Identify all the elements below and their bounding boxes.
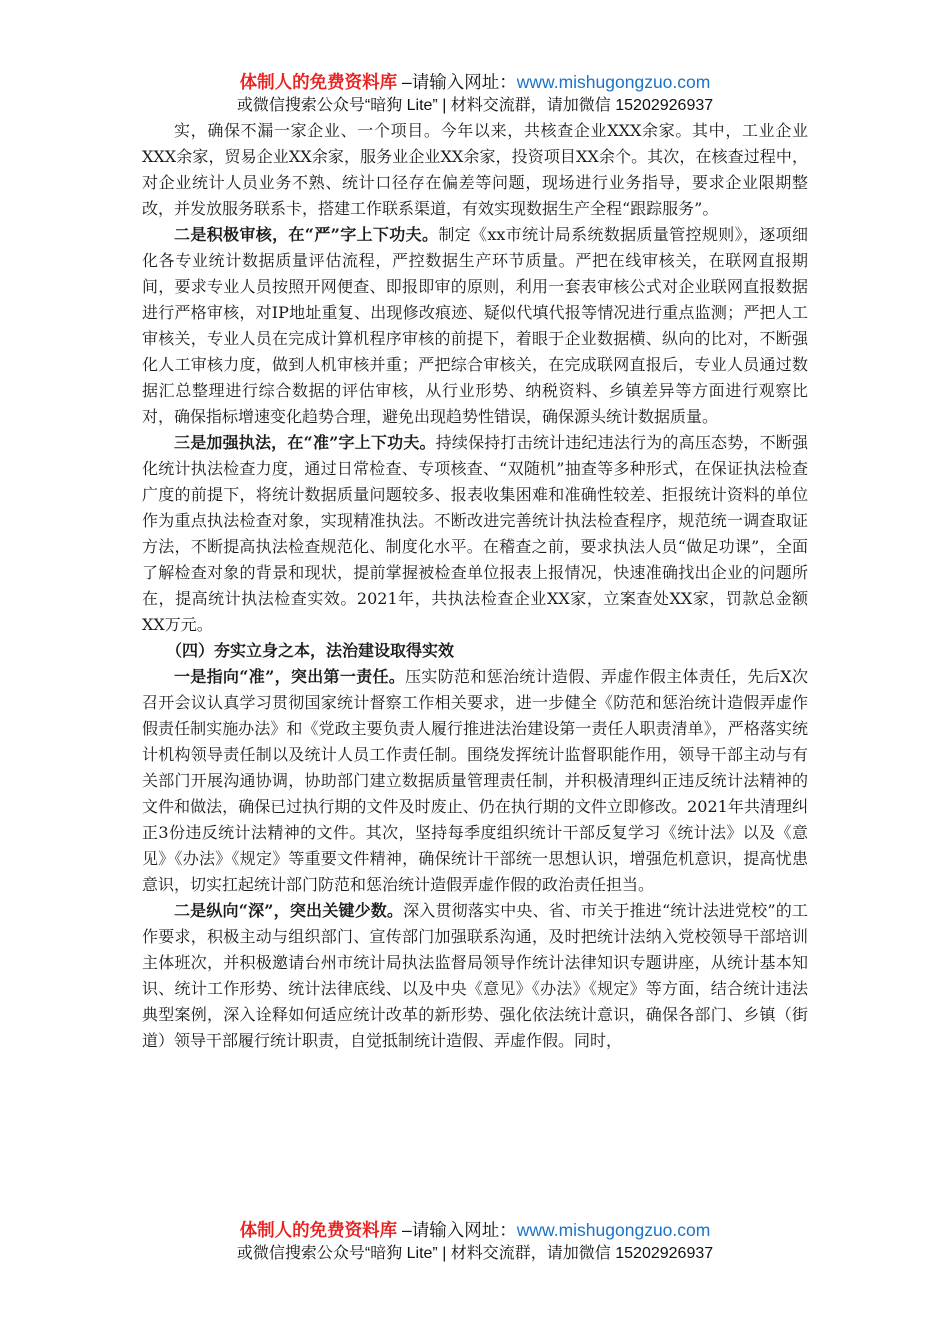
- banner-url-link[interactable]: www.mishugongzuo.com: [516, 72, 711, 92]
- paragraph-text: 制定《xx市统计局系统数据质量管控规则》，逐项细化各专业统计数据质量评估流程，严控数据生产环节质量。严把在线审核关，在联网直报期间，要求专业人员按照开网便查、即报即审的原则，利用一套表审核公式对企业联网直报数据进行严格审核，对IP地址重复、出现修改痕迹、疑似代填代报等情况进行重点监测；严把人工审核关，专业人员在完成计算机程序审核的前提下，着眼于企业数据横、纵向的比对，不断强化人工审核力度，做到人机审核并重；严把综合审核关，在完成联网直报后，专业人员通过数据汇总整理进行综合数据的评估审核，从行业形势、纳税资料、乡镇差异等方面进行观察比对，确保指标增速变化趋势合理，避免出现趋势性错误，确保源头统计数据质量。: [142, 225, 808, 426]
- paragraph: [142, 430, 808, 638]
- paragraph: [142, 664, 808, 898]
- paragraph-text: 深入贯彻落实中央、省、市关于推进“统计法进党校”的工作要求，积极主动与组织部门、宣传部门加强联系沟通，及时把统计法纳入党校领导干部培训主体班次，并积极邀请台州市统计局执法监督局领导作统计法律知识专题讲座，从统计基本知识、统计工作形势、统计法律底线、以及中央《意见》《办法》《规定》等方面，结合统计违法典型案例，深入诠释如何适应统计改革的新形势、强化依法统计意识，确保各部门、乡镇（街道）领导干部履行统计职责，自觉抵制统计造假、弄虚作假。同时，: [142, 901, 808, 1050]
- banner-dash: –: [397, 1220, 412, 1240]
- section-heading: （四）夯实立身之本，法治建设取得实效: [166, 641, 455, 660]
- paragraph-lead: 一是指向“准”，突出第一责任。: [174, 667, 406, 686]
- document-body: [142, 118, 808, 1054]
- banner-line-1: [0, 70, 950, 94]
- paragraph-text: 实，确保不漏一家企业、一个项目。今年以来，共核查企业XXX余家。其中，工业企业XXX余家，贸易企业XX余家，服务业企业XX余家，投资项目XX余个。其次，在核查过程中，对企业统计人员业务不熟、统计口径存在偏差等问题，现场进行业务指导，要求企业限期整改，并发放服务联系卡，搭建工作联系渠道，有效实现数据生产全程“跟踪服务”。: [142, 121, 808, 218]
- header-banner: [0, 70, 950, 118]
- paragraph: [142, 898, 808, 1054]
- paragraph-lead: 三是加强执法，在“准”字上下功夫。: [174, 433, 436, 452]
- banner-line-2: 或微信搜索公众号“暗狗 Lite” | 材料交流群，请加微信 15202926937: [236, 97, 714, 114]
- paragraph-text: 持续保持打击统计违纪违法行为的高压态势，不断强化统计执法检查力度，通过日常检查、专项核查、“双随机”抽查等多种形式，在保证执法检查广度的前提下，将统计数据质量问题较多、报表收集困难和准确性较差、拒报统计资料的单位作为重点执法检查对象，实现精准执法。不断改进完善统计执法检查程序，规范统一调查取证方法，不断提高执法检查规范化、制度化水平。在稽查之前，要求执法人员“做足功课”，全面了解检查对象的背景和现状，提前掌握被检查单位报表上报情况，快速准确找出企业的问题所在，提高统计执法检查实效。2021年，共执法检查企业XX家，立案查处XX家，罚款总金额XX万元。: [142, 433, 808, 634]
- banner-brand: 体制人的免费资料库: [239, 72, 398, 92]
- footer-banner: [0, 1218, 950, 1266]
- paragraph-lead: 二是纵向“深”，突出关键少数。: [174, 901, 404, 920]
- banner-dash: –: [397, 72, 412, 92]
- banner-brand: 体制人的免费资料库: [239, 1220, 398, 1240]
- paragraph-text: 压实防范和惩治统计造假、弄虚作假主体责任，先后X次召开会议认真学习贯彻国家统计督察工作相关要求，进一步健全《防范和惩治统计造假弄虚作假责任制实施办法》和《党政主要负责人履行推进法治建设第一责任人职责清单》，严格落实统计机构领导责任制以及统计人员工作责任制。围绕发挥统计监督职能作用，领导干部主动与有关部门开展沟通协调，协助部门建立数据质量管理责任制，并积极清理纠正违反统计法精神的文件和做法，确保已过执行期的文件及时废止、仍在执行期的文件立即修改。2021年共清理纠正3份违反统计法精神的文件。其次，坚持每季度组织统计干部反复学习《统计法》以及《意见》《办法》《规定》等重要文件精神，确保统计干部统一思想认识，增强危机意识，提高忧患意识，切实扛起统计部门防范和惩治统计造假弄虚作假的政治责任担当。: [142, 667, 808, 894]
- banner-line-2: 或微信搜索公众号“暗狗 Lite” | 材料交流群，请加微信 15202926937: [236, 1245, 714, 1262]
- banner-prompt: 请输入网址：: [411, 1220, 517, 1240]
- banner-url-link[interactable]: www.mishugongzuo.com: [516, 1220, 711, 1240]
- paragraph: [142, 118, 808, 222]
- paragraph-lead: 二是积极审核，在“严”字上下功夫。: [174, 225, 439, 244]
- banner-line-1: [0, 1218, 950, 1242]
- paragraph: [142, 222, 808, 430]
- banner-prompt: 请输入网址：: [411, 72, 517, 92]
